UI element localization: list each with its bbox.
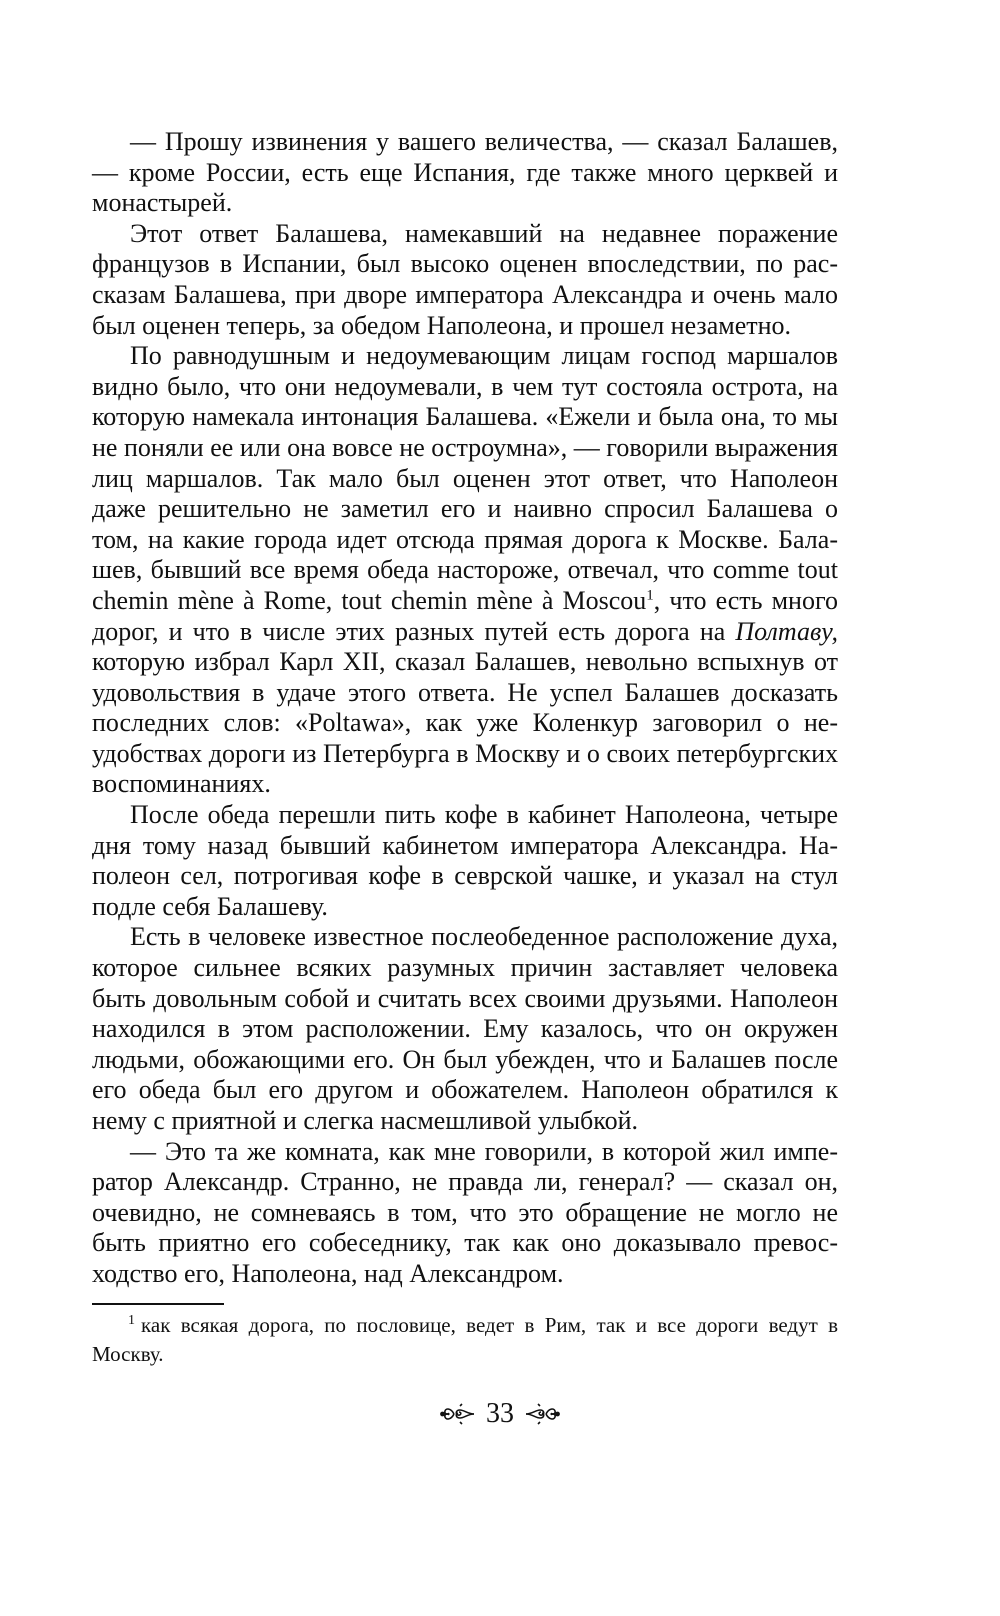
footnote-text: как всякая дорога, по пословице, ведет в Рим, так и все дороги ведут в Москву. <box>92 1313 838 1366</box>
footnote-divider <box>92 1303 224 1305</box>
page-footer <box>0 1396 1000 1432</box>
body-text <box>92 127 838 1290</box>
paragraph-3 <box>92 341 838 800</box>
footnote-reference: 1 <box>646 587 654 604</box>
paragraph-2: Этот ответ Балашева, намекавший на недавнее поражение французов в Испании, был высоко оценен впоследствии, по рассказам Балашева, при дворе императора Александра и очень мало был оценен теперь, за обедом Наполеона, и прошел незаметно. <box>92 218 838 340</box>
paragraph-4: После обеда перешли пить кофе в кабинет Наполеона, четыре дня тому назад бывший кабинетом императора Александра. Наполеон сел, потрогивая кофе в севрской чашке, и указал на стул подле себя Балашеву. <box>92 800 838 921</box>
footnote <box>92 1311 838 1369</box>
paragraph-1: — Прошу извинения у вашего величества, — сказал Балашев, — кроме России, есть еще Испания, где также много церквей и монастырей. <box>92 127 838 218</box>
page-number: 33 <box>486 1398 514 1429</box>
fleuron-scroll-icon <box>524 1402 560 1426</box>
italic-poltava: Полтаву, <box>735 616 838 646</box>
paragraph-6: — Это та же комната, как мне говорили, в которой жил император Александр. Странно, не правда ли, генерал? — сказал он, очевидно, не сомневаясь в том, что это обращение не могло не быть приятно его собеседнику, так как оно доказывало превосходство его, Наполеона, над Александром. <box>92 1136 838 1288</box>
paragraph-5: Есть в человеке известное послеобеденное расположение духа, которое сильнее всяких разумных причин заставляет человека быть довольным собой и считать всех своими друзьями. Наполеон находился в этом расположении. Ему казалось, что он окружен людьми, обожающими его. Он был убежден, что и Балашев после его обеда был его другом и обожателем. Наполеон обратился к нему с приятной и слегка насмешливой улыбкой. <box>92 922 838 1135</box>
paragraph-3-part-2: , что есть много дорог, и что в числе этих разных путей есть дорога на <box>92 585 838 646</box>
paragraph-3-part-3: которую избрал Карл XII, сказал Балашев, невольно вспыхнув от удовольствия в удаче этого ответа. Не успел Балашев досказать последних слов: «Poltawa», как уже Коленкур заговорил о неудобствах дороги из Петербурга в Москву и о своих петербургских воспоминаниях. <box>92 647 838 799</box>
footnote-mark: 1 <box>128 1313 135 1328</box>
paragraph-3-part-1: По равнодушным и недоумевающим лицам господ маршалов видно было, что они недоумевали, в чем тут состояла острота, на которую намекала интонация Балашева. «Ежели и была она, то мы не поняли ее или она вовсе не остроумна», — говорили выражения лиц маршалов. Так мало был оценен этот ответ, что Наполеон даже решительно не заметил его и наивно спросил Балашева о том, на какие города идет отсюда прямая дорога к Москве. Балашев, бывший все время обеда настороже, отвечал, что comme tout chemin mène à Rome, tout chemin mène à Moscou <box>92 341 838 615</box>
fleuron-scroll-icon <box>440 1402 476 1426</box>
